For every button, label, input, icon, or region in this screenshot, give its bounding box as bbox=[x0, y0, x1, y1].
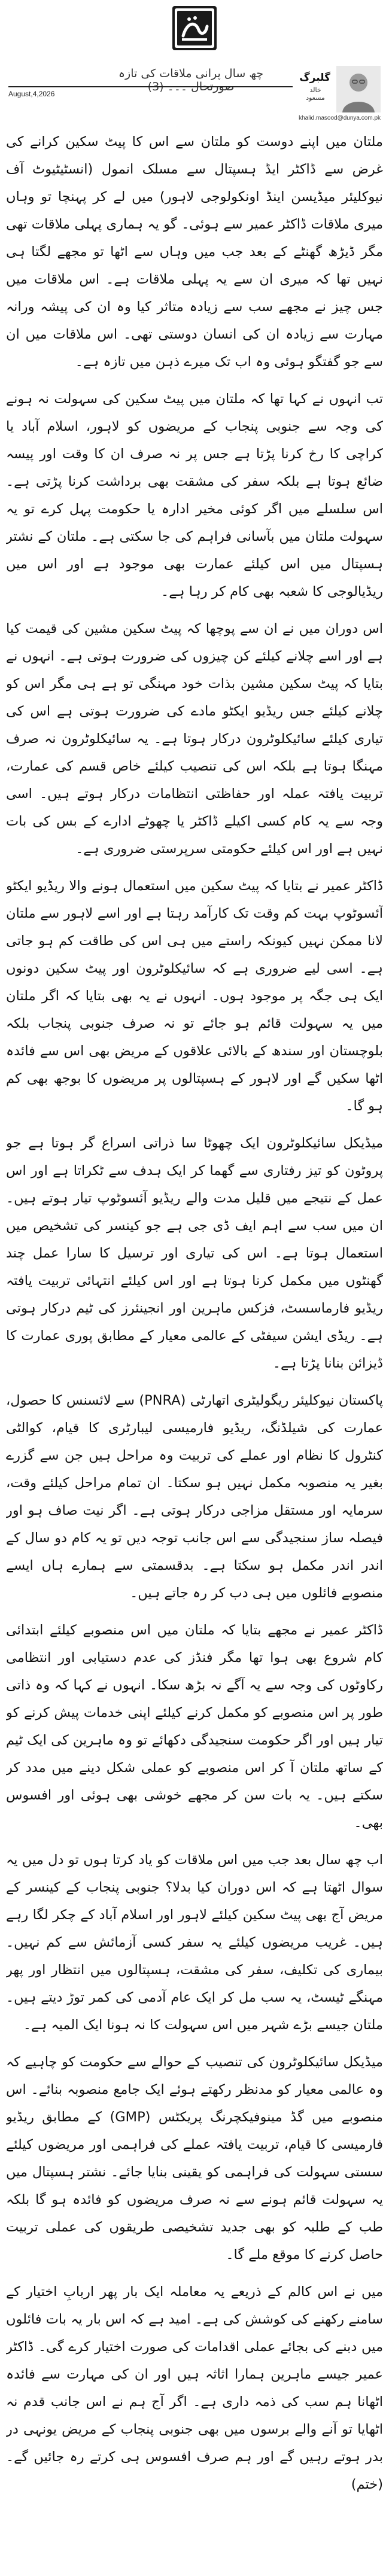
column-title: چھ سال پرانی ملاقات کی تازہ صورتحال ۔۔۔ (3) bbox=[118, 67, 264, 93]
article-paragraph: میڈیکل سائیکلوٹرون کی تنصیب کے حوالے سے حکومت کو چاہیے کہ وہ عالمی معیار کو مدنظر رکھتے ہوئے ایک جامع منصوبہ بنائے۔ اس منصوبے میں گڈ مینوفیکچرنگ پریکٹس (GMP) کے مطابق ریڈیو فارمیسی کا قیام، تربیت یافتہ عملے کی فراہمی اور مریضوں کیلئے سستی سہولت کی فراہمی کو یقینی بنایا جائے۔ نشتر ہسپتال میں یہ سہولت قائم ہونے سے نہ صرف مریضوں کو فائدہ ہو گا بلکہ طب کے طلبہ کو بھی جدید تشخیصی طریقوں کی عملی تربیت حاصل کرنے کا موقع ملے گا۔ bbox=[6, 2054, 383, 2263]
columnist-portrait-icon bbox=[336, 66, 381, 112]
article-paragraph: ملتان میں اپنے دوست کو ملتان سے اس کا پیٹ سکین کرانے کی غرض سے ڈاکٹر ایڈ ہسپتال سے مسلک انمول (انسٹیٹیوٹ آف نیوکلیئر میڈیسن اینڈ اونکولوجی لاہور) میں لے کر پہنچا تو وہاں میری ملاقات ڈاکٹر عمیر سے ہوئی۔ گو یہ ہماری پہلی ملاقات تھی مگر ڈیڑھ گھنٹے کے بعد جب میں وہاں سے اٹھا تو مجھے لگتا ہی نہیں تھا کہ میری ان سے یہ پہلی ملاقات ہے۔ اس ملاقات میں جس چیز نے مجھے سب سے زیادہ متاثر کیا وہ ان کی پیشہ ورانہ مہارت سے زیادہ ان کی انسان دوستی تھی۔ اس ملاقات میں ان سے جو گفتگو ہوئی وہ اب تک میرے ذہن میں تازہ ہے۔ bbox=[6, 134, 383, 370]
article-paragraph: تب انہوں نے کہا تھا کہ ملتان میں پیٹ سکین کی سہولت نہ ہونے کی وجہ سے جنوبی پنجاب کے مریضوں کو لاہور، اسلام آباد یا کراچی کا رخ کرنا پڑتا ہے جس پر نہ صرف ان کا وقت اور پیسہ ضائع ہوتا ہے بلکہ سفر کی مشقت بھی برداشت کرنا پڑتی ہے۔ اس سلسلے میں اگر کوئی مخیر ادارہ یا حکومت پہل کرے تو یہ سہولت ملتان میں بآسانی فراہم کی جا سکتی ہے۔ ملتان کے نشتر ہسپتال میں اس کیلئے عمارت بھی موجود ہے اور اس میں ریڈیالوجی کا شعبہ بھی کام کر رہا ہے۔ bbox=[6, 391, 383, 599]
article-paragraph: میں نے اس کالم کے ذریعے یہ معاملہ ایک بار پھر اربابِ اختیار کے سامنے رکھنے کی کوشش کی ہے۔ امید ہے کہ اس بار یہ بات فائلوں میں دبنے کی بجائے عملی اقدامات کی صورت اختیار کرے گی۔ ڈاکٹر عمیر جیسے ماہرین ہمارا اثاثہ ہیں اور ان کی مہارت سے فائدہ اٹھانا ہم سب کی ذمہ داری ہے۔ اگر آج ہم نے اس جانب قدم نہ اٹھایا تو آنے والے برسوں میں بھی جنوبی پنجاب کے مریض یونہی در بدر ہوتے رہیں گے اور ہم صرف افسوس ہی کرتے رہ جائیں گے۔ (ختم) bbox=[6, 2284, 383, 2492]
article-body bbox=[6, 128, 383, 2569]
column-date: August,4,2026 bbox=[8, 90, 55, 98]
article-paragraph: ڈاکٹر عمیر نے بتایا کہ پیٹ سکین میں استعمال ہونے والا ریڈیو ایکٹو آئسوٹوپ بہت کم وقت تک کارآمد رہتا ہے اور اسے لاہور سے ملتان لانا ممکن نہیں کیونکہ راستے میں ہی اس کی طاقت کم ہو جاتی ہے۔ اسی لیے ضروری ہے کہ سائیکلوٹرون اور پیٹ سکین دونوں ایک ہی جگہ پر موجود ہوں۔ انہوں نے یہ بھی بتایا کہ اگر ملتان میں یہ سہولت قائم ہو جائے تو نہ صرف جنوبی پنجاب بلکہ بلوچستان اور سندھ کے بالائی علاقوں کے مریض بھی اس سے فائدہ اٹھا سکیں گے اور لاہور کے ہسپتالوں پر مریضوں کا بوجھ بھی کم ہو گا۔ bbox=[6, 878, 383, 1114]
article-paragraph: پاکستان نیوکلیئر ریگولیٹری اتھارٹی (PNRA) سے لائسنس کا حصول، عمارت کی شیلڈنگ، ریڈیو فارمیسی لیبارٹری کا قیام، کوالٹی کنٹرول کا نظام اور عملے کی تربیت وہ مراحل ہیں جن سے گزرے بغیر یہ منصوبہ مکمل نہیں ہو سکتا۔ ان تمام مراحل کیلئے وقت، سرمایہ اور مستقل مزاجی درکار ہوتی ہے۔ اگر نیت صاف ہو اور فیصلہ ساز سنجیدگی سے اس جانب توجہ دیں تو یہ کام دو سال کے اندر اندر مکمل ہو سکتا ہے۔ بدقسمتی سے ہمارے ہاں ایسے منصوبے فائلوں میں ہی دب کر رہ جاتے ہیں۔ bbox=[6, 1393, 383, 1601]
title-divider bbox=[8, 86, 293, 87]
column-header bbox=[8, 66, 381, 121]
article-paragraph: میڈیکل سائیکلوٹرون ایک چھوٹا سا ذراتی اسراع گر ہوتا ہے جو پروٹون کو تیز رفتاری سے گھما کر ایک ہدف سے ٹکراتا ہے اور اس عمل کے نتیجے میں قلیل مدت والے ریڈیو آئسوٹوپ تیار ہوتے ہیں۔ ان میں سب سے اہم ایف ڈی جی ہے جو کینسر کی تشخیص میں استعمال ہوتا ہے۔ اس کی تیاری اور ترسیل کا سارا عمل چند گھنٹوں میں مکمل کرنا ہوتا ہے اور اس کیلئے انتہائی تربیت یافتہ ریڈیو فارماسسٹ، فزکس ماہرین اور انجینئرز کی ٹیم درکار ہوتی ہے۔ ریڈی ایشن سیفٹی کے عالمی معیار کے مطابق پوری عمارت کا ڈیزائن بنانا پڑتا ہے۔ bbox=[6, 1135, 383, 1371]
column-author: خالد مسعود bbox=[306, 86, 325, 102]
article-paragraph: اس دوران میں نے ان سے پوچھا کہ پیٹ سکین مشین کی قیمت کیا ہے اور اسے چلانے کیلئے کن چیزوں کی ضرورت ہوتی ہے۔ انہوں نے بتایا کہ پیٹ سکین مشین بذات خود مہنگی تو ہے ہی مگر اس کو چلانے کیلئے جس ریڈیو ایکٹو مادے کی ضرورت ہوتی ہے اس کی تیاری کیلئے سائیکلوٹرون درکار ہوتا ہے۔ یہ سائیکلوٹرون نہ صرف مہنگا ہوتا ہے بلکہ اس کی تنصیب کیلئے خاص قسم کی عمارت، تربیت یافتہ عملہ اور حفاظتی انتظامات درکار ہوتے ہیں۔ اسی وجہ سے یہ کام کسی اکیلے ڈاکٹر یا چھوٹے ادارے کے بس کی بات نہیں ہے اور اس کیلئے حکومتی سرپرستی ضروری ہے۔ bbox=[6, 621, 383, 857]
column-brand bbox=[300, 72, 330, 102]
masthead bbox=[0, 0, 389, 57]
article-paragraph: اب چھ سال بعد جب میں اس ملاقات کو یاد کرتا ہوں تو دل میں یہ سوال اٹھتا ہے کہ اس دوران کیا بدلا؟ جنوبی پنجاب کے کینسر کے مریض آج بھی پیٹ سکین کیلئے لاہور اور اسلام آباد کے چکر لگا رہے ہیں۔ غریب مریضوں کیلئے یہ سفر کسی آزمائش سے کم نہیں۔ بیماری کی تکلیف، سفر کی مشقت، ہسپتالوں میں انتظار اور پھر مہنگے ٹیسٹ، یہ سب مل کر ایک عام آدمی کی کمر توڑ دیتے ہیں۔ ملتان جیسے بڑے شہر میں اس سہولت کا نہ ہونا ایک المیہ ہے۔ bbox=[6, 1852, 383, 2033]
article-paragraph: ڈاکٹر عمیر نے مجھے بتایا کہ ملتان میں اس منصوبے کیلئے ابتدائی کام شروع بھی ہوا تھا مگر فنڈز کی عدم دستیابی اور انتظامی رکاوٹوں کی وجہ سے یہ آگے نہ بڑھ سکا۔ انہوں نے کہا کہ وہ ذاتی طور پر اس منصوبے کو مکمل کرنے کیلئے اپنی خدمات پیش کرنے کو تیار ہیں اور اگر حکومت سنجیدگی دکھائے تو وہ ماہرین کی ایک ٹیم کے ساتھ ملتان آ کر اس منصوبے کو عملی شکل دینے میں مدد کر سکتے ہیں۔ یہ بات سن کر مجھے خوشی بھی ہوئی اور افسوس بھی۔ bbox=[6, 1622, 383, 1831]
author-email: khalid.masood@dunya.com.pk bbox=[299, 115, 381, 121]
dunya-logo-icon bbox=[169, 2, 220, 54]
column-brand-name: گلبرگ bbox=[299, 72, 330, 84]
